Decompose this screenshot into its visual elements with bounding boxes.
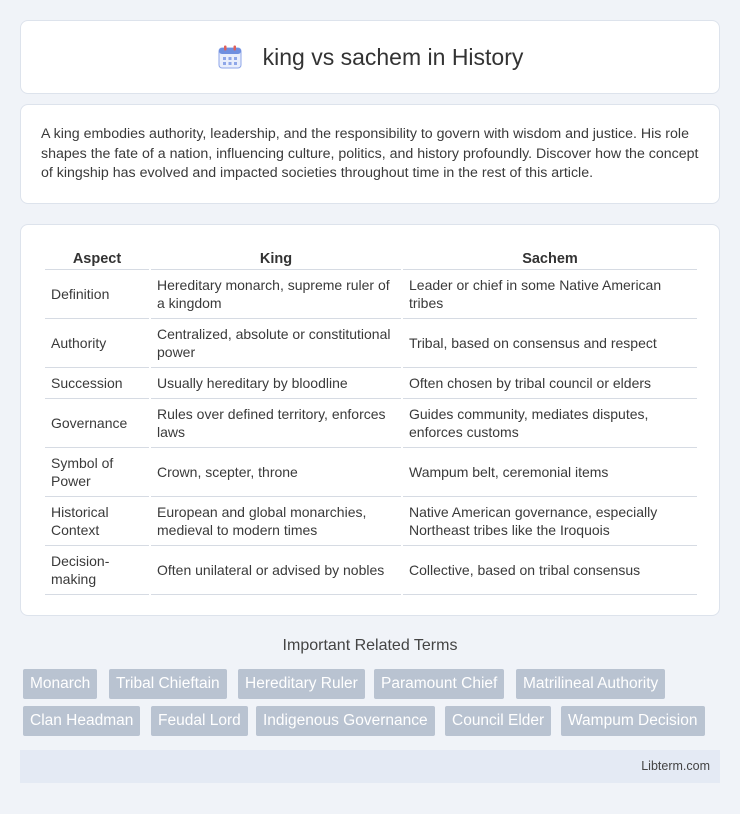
cell-aspect: Historical Context [45, 497, 149, 546]
table-row [45, 546, 697, 595]
cell-sachem: Native American governance, especially Northeast tribes like the Iroquois [403, 497, 697, 546]
cell-aspect: Symbol of Power [45, 448, 149, 497]
cell-king: Centralized, absolute or constitutional power [151, 319, 401, 368]
cell-sachem: Guides community, mediates disputes, enforces customs [403, 399, 697, 448]
comparison-card [20, 224, 720, 616]
intro-card [20, 104, 720, 204]
header-sachem: Sachem [403, 245, 697, 270]
table-header-row [45, 245, 697, 270]
title-card [20, 20, 720, 94]
title-wrap [217, 44, 524, 71]
cell-sachem: Collective, based on tribal consensus [403, 546, 697, 595]
calendar-icon [217, 44, 243, 70]
cell-aspect: Definition [45, 270, 149, 319]
table-row [45, 270, 697, 319]
header-aspect: Aspect [45, 245, 149, 270]
cell-sachem: Often chosen by tribal council or elders [403, 368, 697, 399]
tag-tribal-chieftain[interactable]: Tribal Chieftain [109, 669, 227, 699]
table-row [45, 448, 697, 497]
comparison-table [43, 245, 699, 595]
tag-paramount-chief[interactable]: Paramount Chief [374, 669, 504, 699]
tag-council-elder[interactable]: Council Elder [445, 706, 551, 736]
cell-sachem: Wampum belt, ceremonial items [403, 448, 697, 497]
table-row [45, 319, 697, 368]
table-row [45, 497, 697, 546]
cell-king: Crown, scepter, throne [151, 448, 401, 497]
related-terms-title: Important Related Terms [282, 637, 458, 654]
tag-wampum-decision[interactable]: Wampum Decision [561, 706, 705, 736]
tag-feudal-lord[interactable]: Feudal Lord [151, 706, 248, 736]
cell-king: Usually hereditary by bloodline [151, 368, 401, 399]
cell-king: Rules over defined territory, enforces laws [151, 399, 401, 448]
footer-brand-link[interactable]: Libterm.com [641, 759, 710, 773]
page-title: king vs sachem in History [262, 43, 524, 70]
cell-king: Often unilateral or advised by nobles [151, 546, 401, 595]
tag-monarch[interactable]: Monarch [23, 669, 97, 699]
cell-aspect: Authority [45, 319, 149, 368]
cell-aspect: Decision-making [45, 546, 149, 595]
tag-clan-headman[interactable]: Clan Headman [23, 706, 140, 736]
header-king: King [151, 245, 401, 270]
cell-sachem: Leader or chief in some Native American tribes [403, 270, 697, 319]
cell-aspect: Governance [45, 399, 149, 448]
cell-king: Hereditary monarch, supreme ruler of a kingdom [151, 270, 401, 319]
cell-king: European and global monarchies, medieval to modern times [151, 497, 401, 546]
tag-indigenous-governance[interactable]: Indigenous Governance [256, 706, 435, 736]
footer [20, 750, 720, 783]
intro-paragraph: A king embodies authority, leadership, and the responsibility to govern with wisdom and justice. His role shapes the fate of a nation, influencing culture, politics, and history profoundly. Discover how the concept of kingship has evolved and impacted societies throughout time in the rest of this article. [41, 126, 699, 181]
cell-sachem: Tribal, based on consensus and respect [403, 319, 697, 368]
tag-matrilineal-authority[interactable]: Matrilineal Authority [516, 669, 665, 699]
table-row [45, 399, 697, 448]
cell-aspect: Succession [45, 368, 149, 399]
table-row [45, 368, 697, 399]
tag-hereditary-ruler[interactable]: Hereditary Ruler [238, 669, 365, 699]
